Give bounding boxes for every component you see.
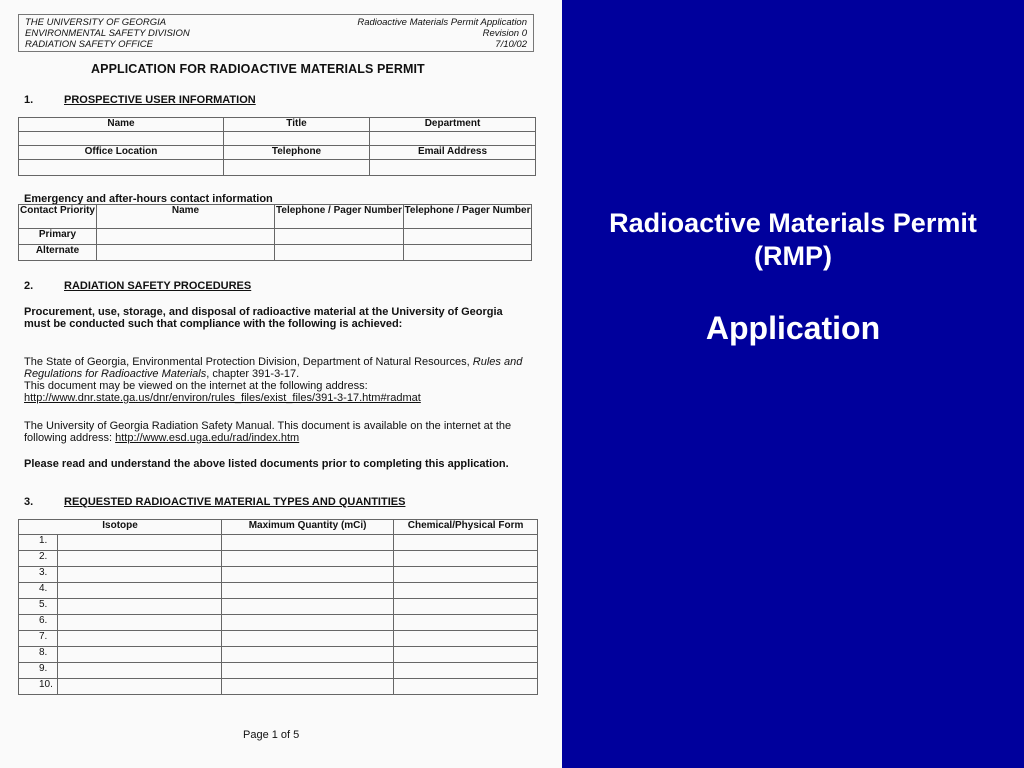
isotope-input[interactable] [58, 679, 222, 695]
col-office-location: Office Location [19, 146, 224, 160]
quantity-input[interactable] [222, 599, 394, 615]
manual-text: The University of Georgia Radiation Safety Manual. This document is available on the internet at the following address: [24, 420, 512, 444]
col-title: Title [224, 118, 370, 132]
header-office: RADIATION SAFETY OFFICE [25, 39, 153, 50]
col-emergency-name: Name [97, 205, 275, 229]
header-right [357, 17, 527, 50]
procedures-intro: Procurement, use, storage, and disposal of radioactive material at the University of Georgia must be conducted such that compliance with the following is achieved: [24, 306, 503, 330]
isotope-input[interactable] [58, 583, 222, 599]
primary-name-input[interactable] [97, 229, 275, 245]
reg-title: Rules and Regulations for Radioactive Materials [24, 356, 523, 380]
section1-number: 1. [24, 94, 34, 106]
col-telephone: Telephone [224, 146, 370, 160]
reg-text-b: , chapter 391-3-17. [206, 368, 300, 380]
email-input[interactable] [370, 160, 536, 176]
col-department: Department [370, 118, 536, 132]
quantity-input[interactable] [222, 679, 394, 695]
section1-heading [24, 94, 256, 106]
emergency-heading: Emergency and after-hours contact information [24, 193, 273, 205]
isotope-input[interactable] [58, 663, 222, 679]
form-input[interactable] [394, 599, 538, 615]
read-documents-note: Please read and understand the above listed documents prior to completing this application. [24, 458, 509, 470]
quantity-input[interactable] [222, 535, 394, 551]
section2-number: 2. [24, 280, 34, 292]
col-phone-2: Telephone / Pager Number [404, 205, 532, 229]
section3-number: 3. [24, 496, 34, 508]
isotope-input[interactable] [58, 599, 222, 615]
header-university: THE UNIVERSITY OF GEORGIA [25, 17, 167, 28]
col-email: Email Address [370, 146, 536, 160]
col-max-quantity: Maximum Quantity (mCi) [222, 520, 394, 535]
section3-heading [24, 496, 405, 508]
user-info-table [18, 117, 536, 176]
alternate-phone2-input[interactable] [404, 245, 532, 261]
header-revision: Revision 0 [482, 28, 527, 39]
row-number: 5. [19, 599, 58, 615]
department-input[interactable] [370, 132, 536, 146]
section2-heading [24, 280, 251, 292]
section1-title: PROSPECTIVE USER INFORMATION [64, 94, 256, 106]
isotope-input[interactable] [58, 567, 222, 583]
primary-phone1-input[interactable] [275, 229, 404, 245]
quantity-input[interactable] [222, 551, 394, 567]
alternate-name-input[interactable] [97, 245, 275, 261]
office-input[interactable] [19, 160, 224, 176]
col-contact-priority: Contact Priority [19, 205, 97, 229]
col-isotope: Isotope [19, 520, 222, 535]
header-date: 7/10/02 [495, 39, 527, 50]
row-number: 8. [19, 647, 58, 663]
section3-title: REQUESTED RADIOACTIVE MATERIAL TYPES AND QUANTITIES [64, 496, 406, 508]
quantity-input[interactable] [222, 583, 394, 599]
row-number: 1. [19, 535, 58, 551]
form-input[interactable] [394, 535, 538, 551]
row-number: 9. [19, 663, 58, 679]
quantity-input[interactable] [222, 631, 394, 647]
quantity-input[interactable] [222, 663, 394, 679]
state-regulations-paragraph [24, 356, 524, 404]
header-division: ENVIRONMENTAL SAFETY DIVISION [25, 28, 190, 39]
emergency-table [18, 204, 532, 261]
form-input[interactable] [394, 583, 538, 599]
col-chemical-form: Chemical/Physical Form [394, 520, 538, 535]
form-input[interactable] [394, 647, 538, 663]
slide-title-line1: Radioactive Materials Permit [609, 208, 977, 238]
row-number: 7. [19, 631, 58, 647]
name-input[interactable] [19, 132, 224, 146]
form-input[interactable] [394, 567, 538, 583]
col-name: Name [19, 118, 224, 132]
header-left [25, 17, 190, 50]
row-number: 4. [19, 583, 58, 599]
form-input[interactable] [394, 631, 538, 647]
title-input[interactable] [224, 132, 370, 146]
isotope-input[interactable] [58, 647, 222, 663]
slide-title-line2: (RMP) [754, 241, 832, 271]
title-panel [562, 0, 1024, 768]
safety-manual-paragraph [24, 420, 524, 444]
row-number: 3. [19, 567, 58, 583]
isotope-input[interactable] [58, 551, 222, 567]
row-alternate: Alternate [19, 245, 97, 261]
quantity-input[interactable] [222, 615, 394, 631]
isotope-input[interactable] [58, 615, 222, 631]
primary-phone2-input[interactable] [404, 229, 532, 245]
section2-title: RADIATION SAFETY PROCEDURES [64, 280, 252, 292]
isotope-input[interactable] [58, 631, 222, 647]
reg-text-a: The State of Georgia, Environmental Protection Division, Department of Natural Resources, [24, 356, 470, 368]
reg-text-c: This document may be viewed on the internet at the following address: [24, 380, 368, 392]
materials-table [18, 519, 538, 695]
col-phone-1: Telephone / Pager Number [275, 205, 404, 229]
row-number: 6. [19, 615, 58, 631]
quantity-input[interactable] [222, 567, 394, 583]
slide-subtitle: Application [705, 310, 881, 346]
esd-link[interactable]: http://www.esd.uga.edu/rad/index.htm [115, 432, 300, 444]
row-number: 10. [19, 679, 58, 695]
alternate-phone1-input[interactable] [275, 245, 404, 261]
header-form-name: Radioactive Materials Permit Application [357, 17, 527, 28]
document-title: APPLICATION FOR RADIOACTIVE MATERIALS PERMIT [91, 62, 425, 76]
document-header [18, 14, 534, 52]
dnr-link[interactable]: http://www.dnr.state.ga.us/dnr/environ/rules_files/exist_files/391-3-17.htm#radmat [24, 392, 421, 404]
telephone-input[interactable] [224, 160, 370, 176]
slide-title [562, 207, 1024, 273]
isotope-input[interactable] [58, 535, 222, 551]
form-input[interactable] [394, 663, 538, 679]
form-input[interactable] [394, 615, 538, 631]
quantity-input[interactable] [222, 647, 394, 663]
form-input[interactable] [394, 551, 538, 567]
form-input[interactable] [394, 679, 538, 695]
row-primary: Primary [19, 229, 97, 245]
page-number: Page 1 of 5 [243, 729, 300, 741]
row-number: 2. [19, 551, 58, 567]
